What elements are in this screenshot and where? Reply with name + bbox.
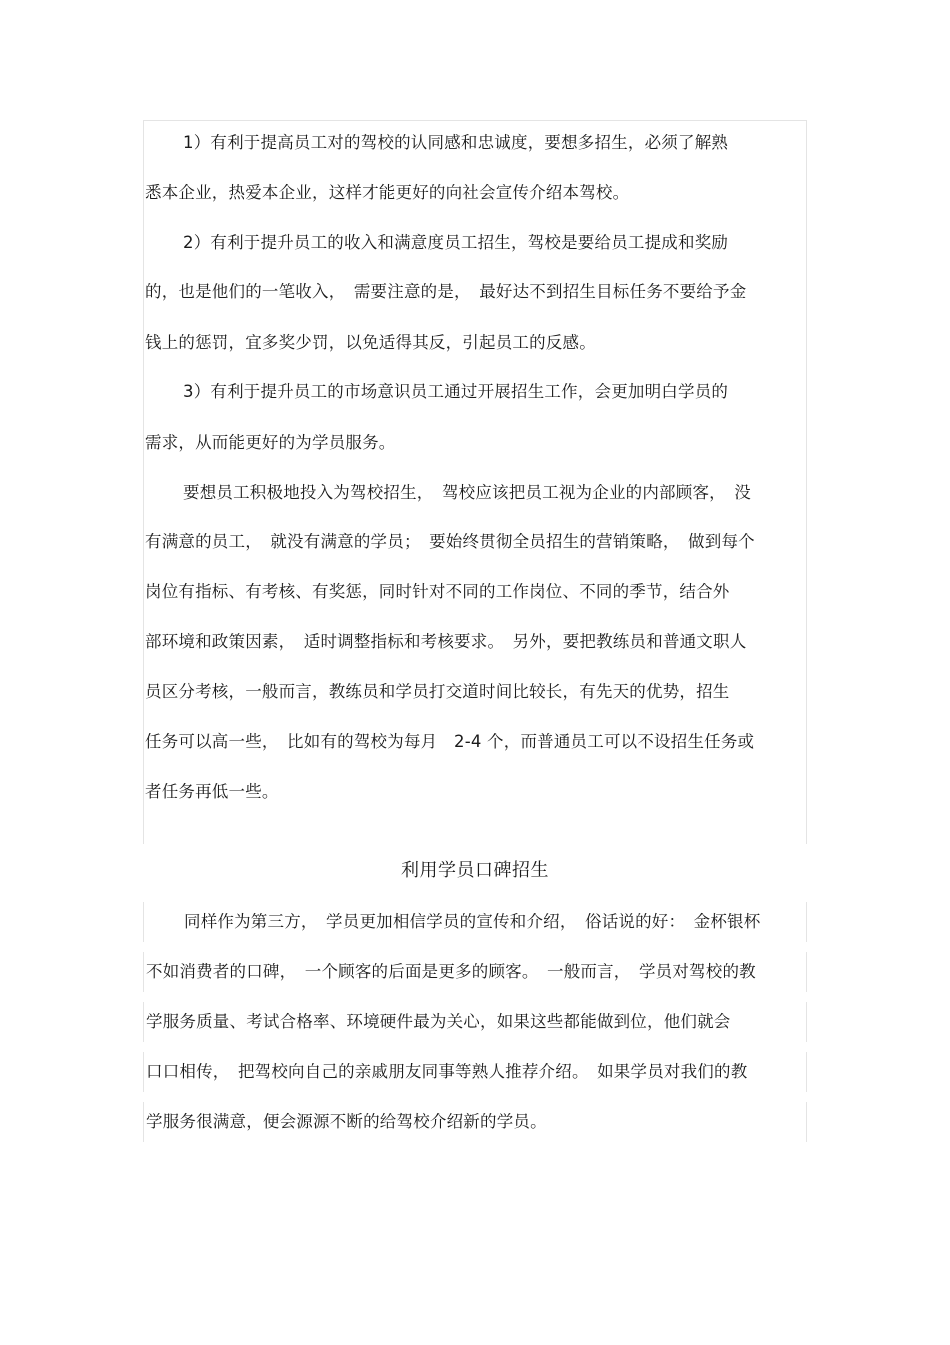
boxed-line [143,952,807,992]
section-heading: 利用学员口碑招生 [401,860,549,881]
paragraph-line: 者任务再低一些。 [145,782,279,801]
paragraph-line: 学服务很满意，便会源源不断的给驾校介绍新的学员。 [146,1112,547,1131]
boxed-line [143,1102,807,1142]
paragraph-line: 要想员工积极地投入为驾校招生， 驾校应该把员工视为企业的内部顾客， 没 [183,483,751,502]
paragraph-line: 需求，从而能更好的为学员服务。 [145,433,396,452]
paragraph-line: 1）有利于提高员工对的驾校的认同感和忠诚度，要想多招生，必须了解熟 [183,133,729,152]
boxed-line [143,1002,807,1042]
boxed-line [143,902,807,942]
paragraph-line: 任务可以高一些， 比如有的驾校为每月 2-4 个，而普通员工可以不设招生任务或 [145,732,755,751]
paragraph-line: 钱上的惩罚，宜多奖少罚，以免适得其反，引起员工的反感。 [145,333,596,352]
paragraph-line: 3）有利于提升员工的市场意识员工通过开展招生工作，会更加明白学员的 [183,382,729,401]
paragraph-line: 部环境和政策因素， 适时调整指标和考核要求。 另外，要把教练员和普通文职人 [145,632,747,651]
paragraph-line: 的，也是他们的一笔收入， 需要注意的是， 最好达不到招生目标任务不要给予金 [145,282,747,301]
paragraph-line: 学服务质量、考试合格率、环境硬件最为关心，如果这些都能做到位，他们就会 [146,1012,731,1031]
paragraph-line: 口口相传， 把驾校向自己的亲戚朋友同事等熟人推荐介绍。 如果学员对我们的教 [146,1062,748,1081]
paragraph-line: 同样作为第三方， 学员更加相信学员的宣传和介绍， 俗话说的好： 金杯银杯 [184,912,761,931]
paragraph-line: 2）有利于提升员工的收入和满意度员工招生，驾校是要给员工提成和奖励 [183,233,729,252]
paragraph-line: 有满意的员工， 就没有满意的学员； 要始终贯彻全员招生的营销策略， 做到每个 [145,532,755,551]
paragraph-line: 岗位有指标、有考核、有奖惩，同时针对不同的工作岗位、不同的季节，结合外 [145,582,730,601]
paragraph-line: 不如消费者的口碑， 一个顾客的后面是更多的顾客。 一般而言， 学员对驾校的教 [146,962,756,981]
boxed-line [143,1052,807,1092]
paragraph-line: 员区分考核，一般而言，教练员和学员打交道时间比较长，有先天的优势，招生 [145,682,730,701]
paragraph-line: 悉本企业，热爱本企业，这样才能更好的向社会宣传介绍本驾校。 [145,183,630,202]
